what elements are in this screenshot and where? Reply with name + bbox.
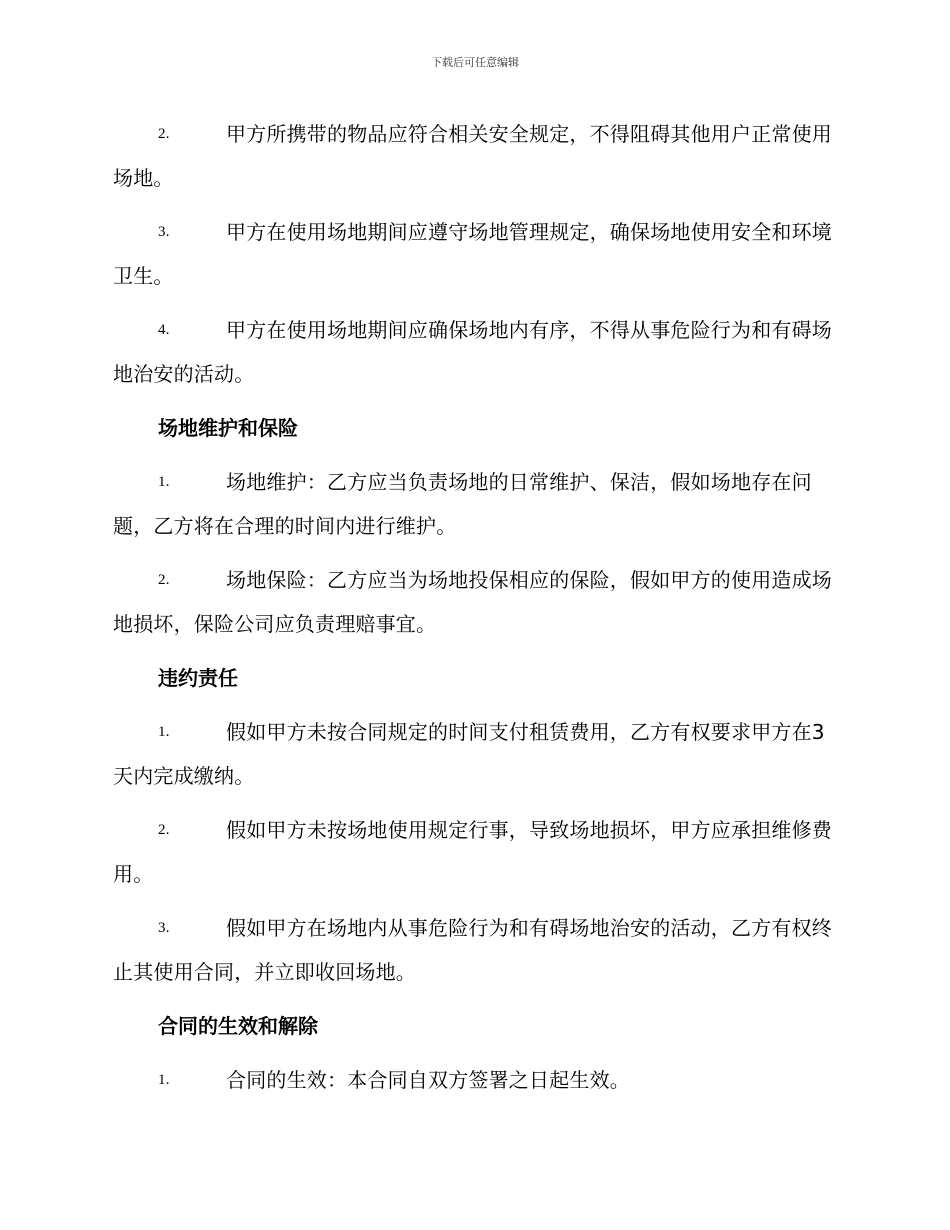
list-item — [113, 1058, 835, 1102]
item-number: 2. — [158, 822, 170, 838]
section-heading: 合同的生效和解除 — [158, 1014, 318, 1038]
list-item — [113, 308, 835, 396]
item-number: 3. — [158, 224, 170, 240]
list-item — [113, 808, 835, 896]
list-item — [113, 460, 835, 548]
list-item — [113, 710, 835, 798]
item-text: 场地维护：乙方应当负责场地的日常维护、保洁，假如场地存在问题，乙方将在合理的时间内进行维护。 — [113, 470, 812, 538]
item-number: 1. — [158, 474, 170, 490]
item-text: 合同的生效：本合同自双方签署之日起生效。 — [226, 1068, 630, 1092]
item-number: 4. — [158, 322, 170, 338]
list-item — [113, 558, 835, 646]
item-number: 3. — [158, 920, 170, 936]
list-item — [113, 906, 835, 994]
page-header: 下载后可任意编辑 — [431, 56, 519, 69]
item-text: 场地保险：乙方应当为场地投保相应的保险，假如甲方的使用造成场地损坏，保险公司应负责理赔事宜。 — [113, 568, 832, 636]
item-number: 2. — [158, 572, 170, 588]
item-text: 甲方所携带的物品应符合相关安全规定，不得阻碍其他用户正常使用场地。 — [113, 122, 832, 190]
item-number: 1. — [158, 1072, 170, 1088]
item-text: 甲方在使用场地期间应遵守场地管理规定，确保场地使用安全和环境卫生。 — [113, 220, 832, 288]
item-text: 假如甲方在场地内从事危险行为和有碍场地治安的活动，乙方有权终止其使用合同，并立即收回场地。 — [113, 916, 832, 984]
item-text: 假如甲方未按合同规定的时间支付租赁费用，乙方有权要求甲方在3天内完成缴纳。 — [113, 720, 825, 788]
section-heading: 违约责任 — [158, 666, 238, 690]
item-text: 假如甲方未按场地使用规定行事，导致场地损坏，甲方应承担维修费用。 — [113, 818, 832, 886]
item-number: 1. — [158, 724, 170, 740]
item-number: 2. — [158, 126, 170, 142]
document-body — [113, 112, 835, 1112]
item-text: 甲方在使用场地期间应确保场地内有序，不得从事危险行为和有碍场地治安的活动。 — [113, 318, 832, 386]
list-item — [113, 112, 835, 200]
section-heading: 场地维护和保险 — [158, 416, 298, 440]
list-item — [113, 210, 835, 298]
